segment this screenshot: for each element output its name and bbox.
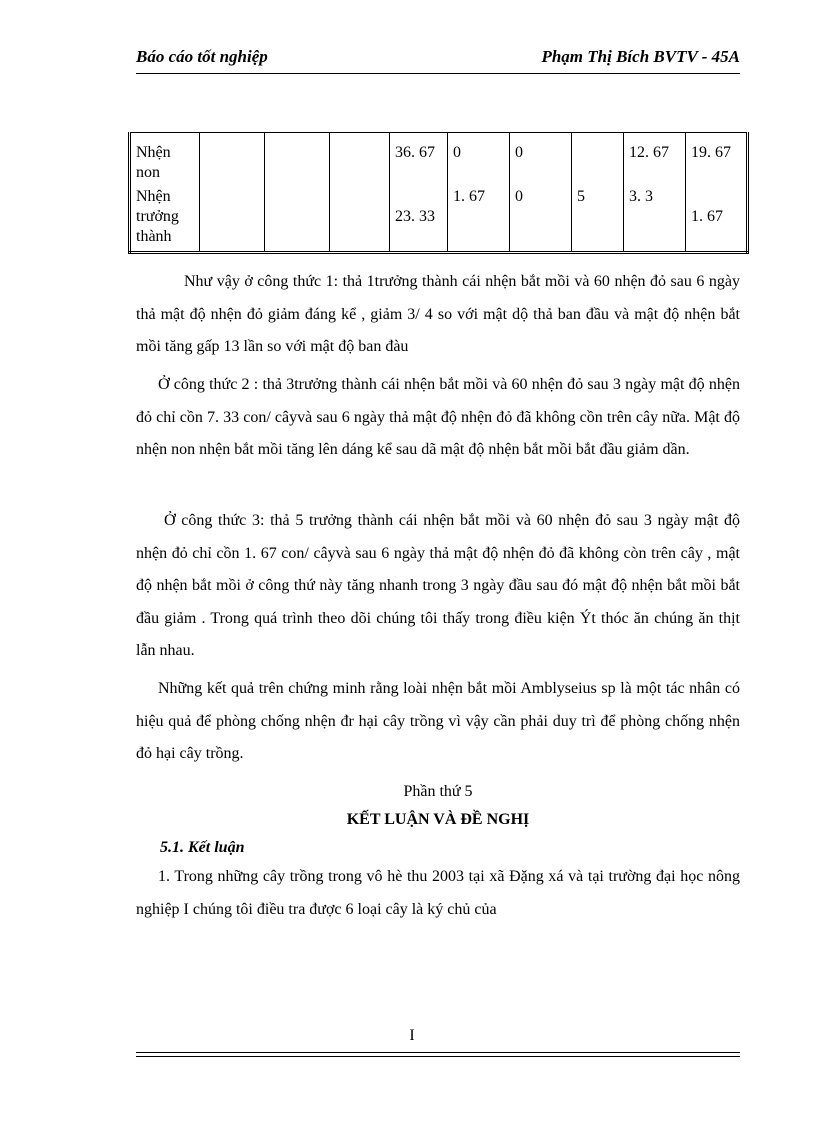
results-table [128, 132, 749, 254]
table-row [130, 183, 748, 253]
paragraph-formula-1: Như vậy ở công thức 1: thả 1trưởng thành cái nhện bắt mồi và 60 nhện đỏ sau 6 ngày thả mật độ nhện đỏ giảm đáng kể , giảm 3/ 4 so với mật dộ thả ban đầu và mật độ nhện bắt mồi tăng gấp 13 lần so với mật độ ban đàu [136, 273, 740, 355]
table-cell: 0 [448, 133, 510, 184]
table-cell [200, 133, 265, 184]
table-cell [265, 183, 330, 253]
paragraph-formula-3: Ở công thức 3: thả 5 trưởng thành cái nhện bắt mồi và 60 nhện đỏ sau 3 ngày mật độ nhện đỏ chỉ cồn 1. 67 con/ câyvà sau 6 ngày thả mật độ nhện đỏ đã không còn trên cây , mật độ nhện bắt mồi ở công thứ này tăng nhanh trong 3 ngày đầu sau đó mật độ nhện bắt mồi bắt đầu giảm . Trong quá trình theo dõi chúng tôi thấy trong điều kiện Ýt thóc ăn chúng ăn thịt lẫn nhau. [136, 512, 740, 659]
paragraph-summary: Những kết quả trên chứng minh rằng loài nhện bắt mồi Amblyseius sp là một tác nhân có hiệu quả để phòng chống nhện đr hại cây trồng vì vậy cần phải duy trì để phòng chống nhện đỏ hại cây trồng. [136, 680, 740, 762]
table-cell: 12. 67 [624, 133, 686, 184]
part-title: KẾT LUẬN VÀ ĐỀ NGHỊ [346, 811, 530, 828]
table-cell: 0 [510, 183, 572, 253]
table-cell: 1. 67 [448, 183, 510, 253]
table-cell [330, 183, 390, 253]
table-cell [265, 133, 330, 184]
table-cell: 36. 67 [390, 133, 448, 184]
table-cell [330, 133, 390, 184]
paragraph-conclusion: 1. Trong những cây trồng trong vô hè thu 2003 tại xã Đặng xá và tại trường đại học nông nghiệp I chúng tôi điều tra được 6 loại cây là ký chủ của [136, 868, 740, 918]
table-cell: 19. 67 [686, 133, 748, 184]
cell-value: 23. 33 [395, 208, 435, 225]
table-cell [686, 183, 748, 253]
page-header [136, 47, 740, 73]
table-cell: Nhện non [130, 133, 200, 184]
subsection-title: 5.1. Kết luận [160, 839, 245, 856]
header-author: Phạm Thị Bích BVTV - 45A [541, 47, 740, 66]
table-cell: 3. 3 [624, 183, 686, 253]
table-cell [200, 183, 265, 253]
part-label: Phần thứ 5 [403, 783, 473, 800]
table-cell: 0 [510, 133, 572, 184]
table-cell: 5 [572, 183, 624, 253]
table-cell: Nhện trưởng thành [130, 183, 200, 253]
cell-value: 1. 67 [691, 208, 723, 225]
table-cell [572, 133, 624, 184]
table-row [130, 133, 748, 184]
paragraph-formula-2: Ở công thức 2 : thả 3trưởng thành cái nhện bắt mồi và 60 nhện đỏ sau 3 ngày mật độ nhện đỏ chỉ cồn 7. 33 con/ câyvà sau 6 ngày thả mật độ nhện đỏ đã không cồn trên cây nữa. Mật độ nhện non nhện bắt mồi tăng lên dáng kể sau dã mật độ nhện bắt mồi bắt đầu giảm dần. [136, 376, 740, 458]
page-number: I [409, 1027, 415, 1044]
header-report-title: Báo cáo tốt nghiệp [136, 47, 268, 66]
table-cell [390, 183, 448, 253]
footer-divider [136, 1052, 740, 1057]
header-divider [136, 73, 740, 74]
